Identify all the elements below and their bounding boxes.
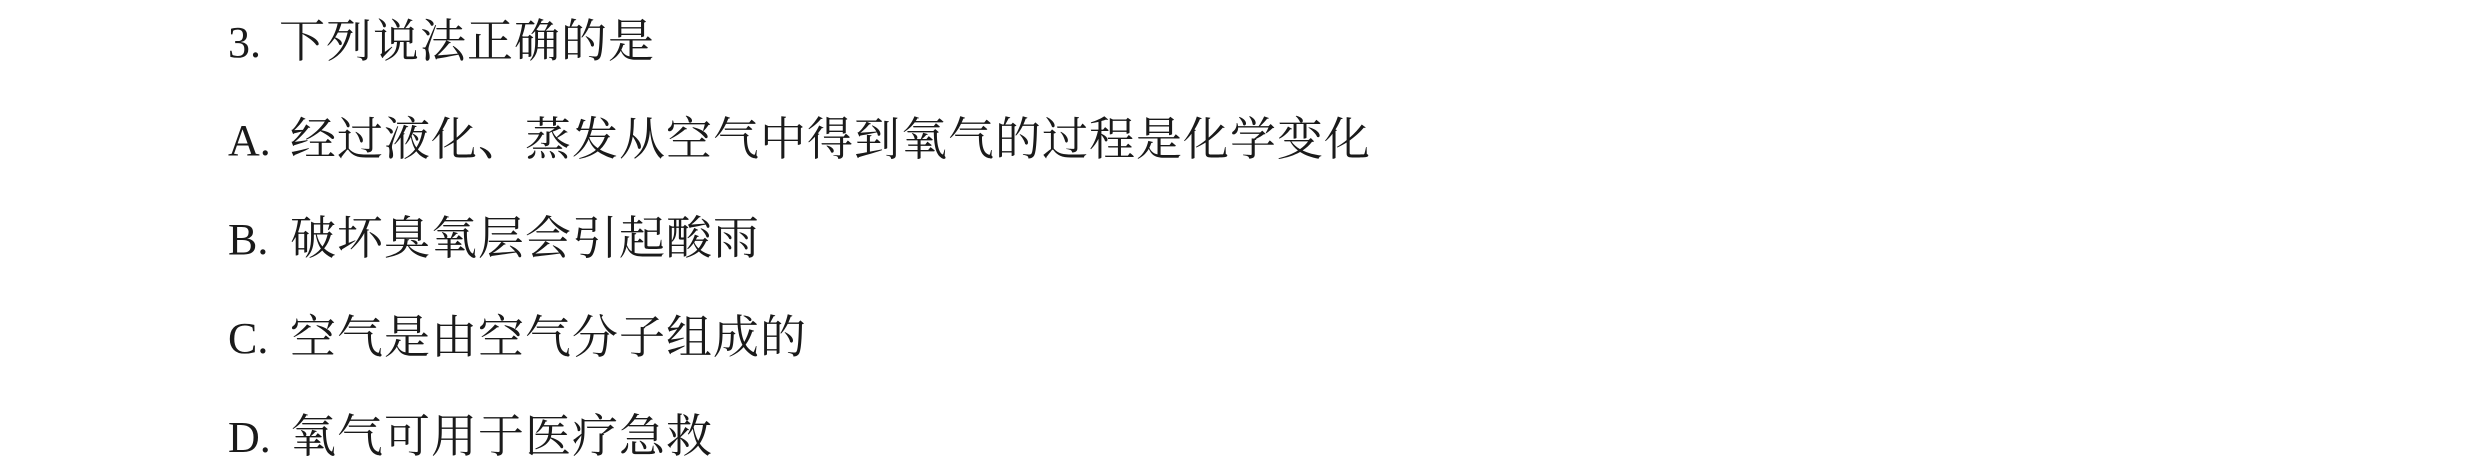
option-d-label: D.	[228, 413, 271, 462]
option-c	[228, 302, 807, 372]
question-stem-text: 下列说法正确的是	[279, 14, 655, 68]
option-b-text: 破坏臭氧层会引起酸雨	[290, 211, 760, 265]
option-b-label: B.	[228, 215, 269, 264]
option-b	[228, 203, 760, 273]
option-c-text: 空气是由空气分子组成的	[290, 310, 807, 364]
option-d-text: 氧气可用于医疗急救	[290, 409, 713, 463]
option-a-text: 经过液化、蒸发从空气中得到氧气的过程是化学变化	[290, 112, 1371, 166]
option-d	[228, 401, 713, 471]
option-a-label: A.	[228, 116, 271, 165]
question-stem	[228, 6, 655, 76]
question-number: 3.	[228, 18, 261, 67]
option-a	[228, 104, 1371, 174]
option-c-label: C.	[228, 314, 269, 363]
